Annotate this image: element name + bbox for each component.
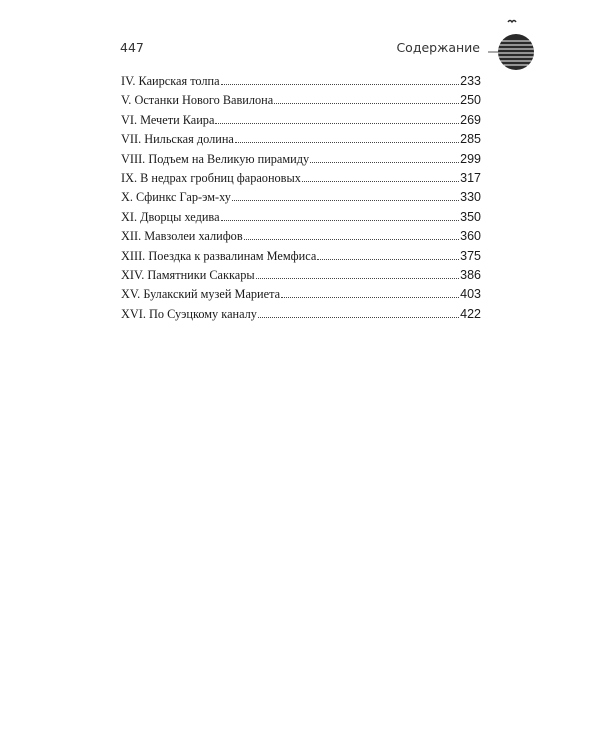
toc-entry xyxy=(121,91,481,110)
toc-entry xyxy=(121,266,481,285)
dot-leader xyxy=(244,239,460,240)
toc-entry xyxy=(121,150,481,169)
toc-entry-title: VII. Нильская долина xyxy=(121,132,234,147)
toc-entry xyxy=(121,285,481,304)
table-of-contents xyxy=(121,72,481,324)
toc-entry-title: X. Сфинкс Гар-эм-ху xyxy=(121,190,231,205)
moon-with-bird-icon xyxy=(488,14,540,72)
toc-entry-page: 285 xyxy=(460,132,481,147)
toc-entry xyxy=(121,130,481,149)
toc-entry xyxy=(121,169,481,188)
dot-leader xyxy=(281,297,459,298)
toc-entry-title: IV. Каирская толпа xyxy=(121,74,220,88)
running-header xyxy=(120,30,480,54)
dot-leader xyxy=(274,103,459,104)
toc-entry xyxy=(121,111,481,130)
toc-entry-page: 375 xyxy=(460,248,481,263)
dot-leader xyxy=(258,317,459,318)
toc-entry-title: V. Останки Нового Вавилона xyxy=(121,93,274,108)
toc-entry xyxy=(121,188,481,207)
toc-entry xyxy=(121,305,481,324)
toc-entry xyxy=(121,208,481,227)
toc-entry-title: XVI. По Суэцкому каналу xyxy=(121,306,257,321)
toc-entry-page: 360 xyxy=(460,229,481,244)
toc-entry-title: XI. Дворцы хедива xyxy=(121,209,220,224)
toc-entry-page: 403 xyxy=(460,287,481,302)
toc-entry-page: 422 xyxy=(460,306,481,321)
toc-entry-page: 317 xyxy=(460,170,481,185)
dot-leader xyxy=(310,162,459,163)
toc-entry-page: 269 xyxy=(460,112,481,127)
dot-leader xyxy=(235,142,459,143)
moon-stripes xyxy=(496,41,538,65)
toc-entry-title: VIII. Подъем на Великую пирамиду xyxy=(121,151,310,166)
toc-entry xyxy=(121,72,481,91)
toc-entry-page: 299 xyxy=(460,151,481,166)
toc-entry-title: XV. Булакский музей Мариета xyxy=(121,287,281,302)
dot-leader xyxy=(256,278,459,279)
toc-entry-title: IX. В недрах гробниц фараоновых xyxy=(121,170,301,185)
toc-entry-title: XIV. Памятники Саккары xyxy=(121,267,255,282)
toc-entry-page: 350 xyxy=(460,209,481,224)
page-number: 447 xyxy=(120,40,144,55)
toc-entry-title: XIII. Поездка к развалинам Мемфиса xyxy=(121,248,317,263)
toc-entry-page: 386 xyxy=(460,267,481,282)
toc-entry-title: XII. Мавзолеи халифов xyxy=(121,229,243,244)
dot-leader xyxy=(215,123,459,124)
dot-leader xyxy=(302,181,459,182)
bird-icon xyxy=(508,21,516,23)
toc-entry-page: 250 xyxy=(460,93,481,108)
toc-entry-page: 233 xyxy=(460,74,481,88)
section-title: Содержание xyxy=(396,40,480,55)
dot-leader xyxy=(221,84,460,85)
toc-entry xyxy=(121,247,481,266)
dot-leader xyxy=(317,259,459,260)
toc-entry xyxy=(121,227,481,246)
toc-entry-page: 330 xyxy=(460,190,481,205)
toc-entry-title: VI. Мечети Каира xyxy=(121,112,215,127)
dot-leader xyxy=(221,220,460,221)
dot-leader xyxy=(232,200,459,201)
